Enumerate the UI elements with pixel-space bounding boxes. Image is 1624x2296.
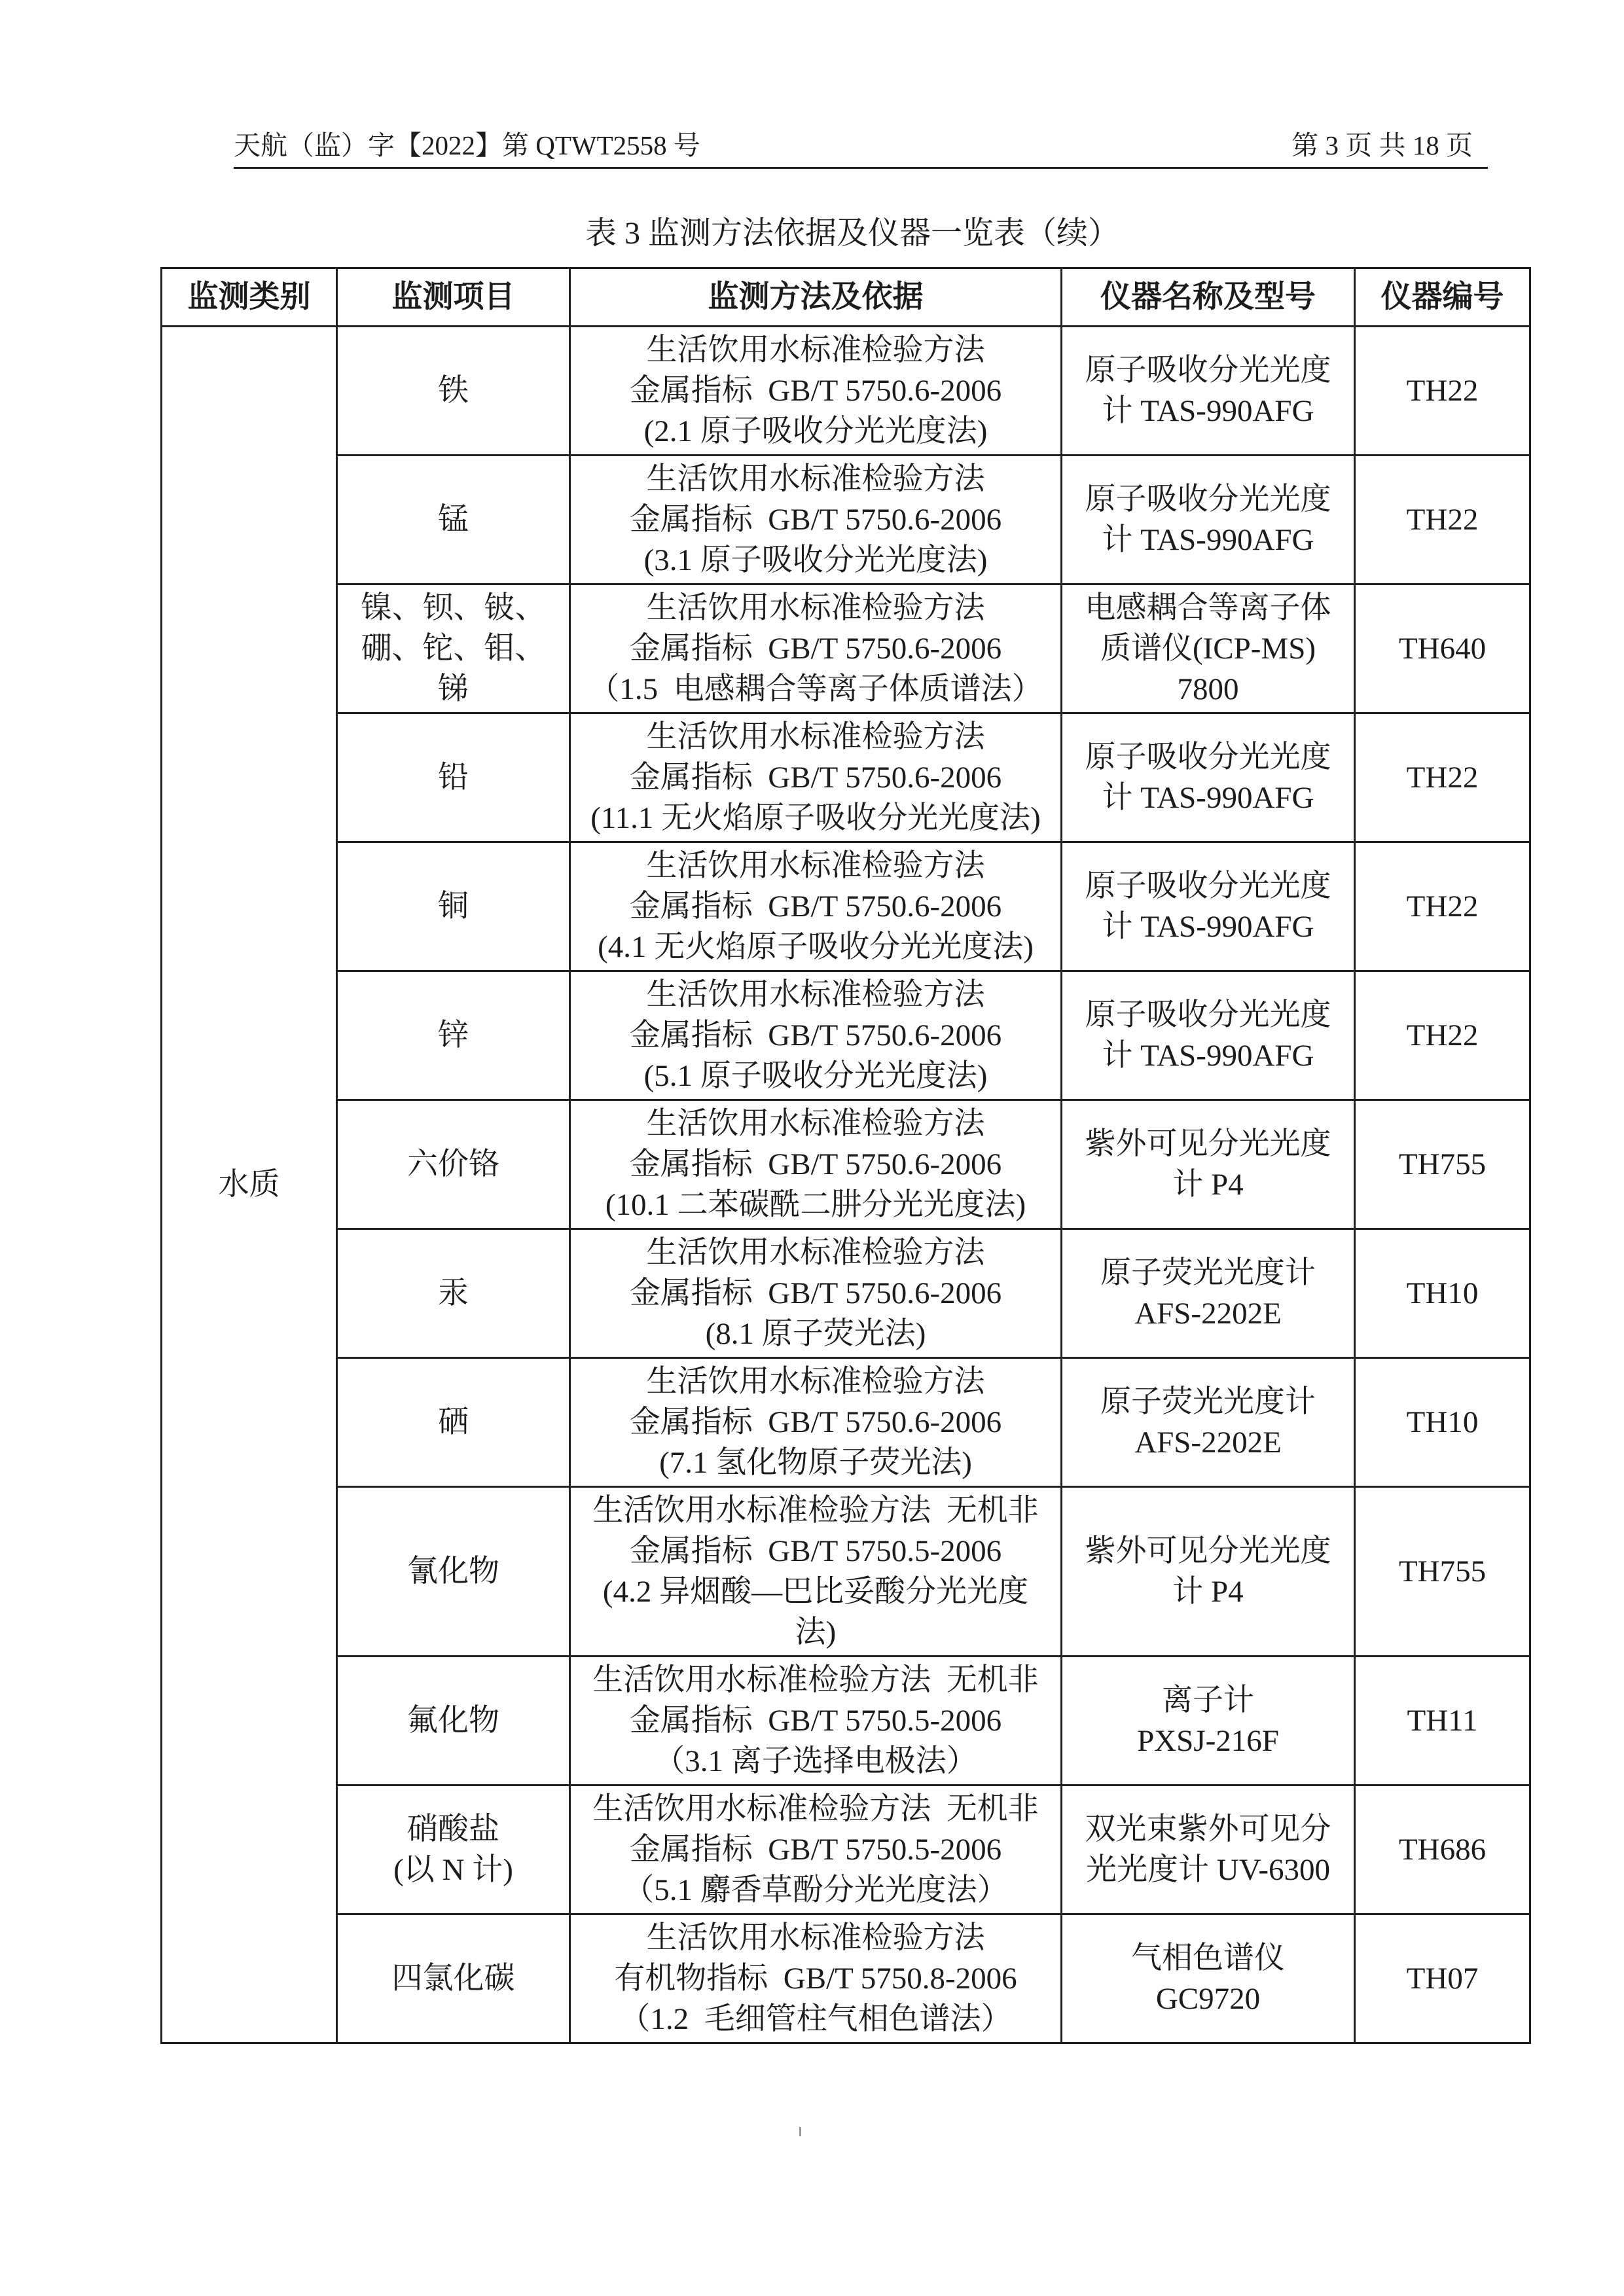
method-cell-line: （3.1 离子选择电极法） [654,1744,977,1778]
method-cell-line: 生活饮用水标准检验方法 [646,849,985,883]
method-cell-line: (4.2 异烟酸—巴比妥酸分光光度 [602,1575,1029,1609]
table-row [162,327,1530,456]
method-cell [570,1914,1062,2043]
instrument-cell-line: 原子吸收分光光度 [1085,482,1331,516]
method-cell-line: (8.1 原子荧光法) [705,1317,926,1351]
instrument-cell [1062,842,1355,971]
item-cell [337,1229,570,1358]
item-cell-line: 铜 [438,889,469,924]
table-row [162,842,1530,971]
instrument-cell-line: 原子荧光光度计 [1100,1256,1316,1290]
header-rule [234,167,1488,169]
instrument-cell [1062,584,1355,713]
method-cell-line: 金属指标 GB/T 5750.6-2006 [629,1276,1002,1310]
item-cell [337,1785,570,1914]
method-cell [570,1100,1062,1229]
method-cell-line: 金属指标 GB/T 5750.5-2006 [629,1704,1002,1738]
method-cell-line: 金属指标 GB/T 5750.6-2006 [629,374,1002,408]
instrument-cell-line: 计 P4 [1172,1168,1244,1202]
page-indicator: 第 3 页 共 18 页 [1291,130,1473,160]
item-cell-line: 硼、铊、钼、 [361,632,546,666]
item-cell [337,456,570,584]
column-header-item: 监测项目 [337,268,570,327]
table-header-row [162,268,1530,327]
instrument-cell [1062,1785,1355,1914]
method-cell-line: (2.1 原子吸收分光光度法) [643,414,988,448]
item-cell-line: 锰 [438,503,469,537]
table-row [162,1487,1530,1657]
instrument-cell-line: 双光束紫外可见分 [1085,1812,1331,1846]
method-cell [570,456,1062,584]
column-header-instrument-no: 仪器编号 [1355,268,1530,327]
method-cell-line: 法) [795,1615,837,1649]
method-cell-line: 生活饮用水标准检验方法 [646,978,985,1012]
monitoring-methods-table [160,267,1531,2044]
instrument-cell-line: 电感耦合等离子体 [1085,591,1331,625]
method-cell-line: (11.1 无火焰原子吸收分光光度法) [590,801,1041,835]
method-cell-line: 生活饮用水标准检验方法 [646,1236,985,1270]
item-cell-line: 锌 [438,1018,469,1052]
method-cell-line: 金属指标 GB/T 5750.6-2006 [629,889,1002,924]
method-cell-line: (4.1 无火焰原子吸收分光光度法) [598,930,1034,964]
instrument-cell-line: PXSJ-216F [1137,1724,1279,1758]
column-header-method: 监测方法及依据 [570,268,1062,327]
instrument-cell-line: 气相色谱仪 [1131,1941,1285,1975]
instrument-cell-line: 紫外可见分光光度 [1085,1127,1331,1161]
document-number: 天航（监）字【2022】第 QTWT2558 号 [234,130,700,160]
method-cell [570,584,1062,713]
instrument-no-cell: TH07 [1355,1914,1530,2043]
instrument-cell-line: 原子吸收分光光度 [1085,353,1331,387]
item-cell-line: 硒 [438,1405,469,1439]
item-cell-line: 氟化物 [407,1704,499,1738]
instrument-no-cell: TH22 [1355,971,1530,1100]
instrument-cell [1062,1100,1355,1229]
item-cell [337,1657,570,1785]
instrument-cell-line: 计 TAS-990AFG [1102,910,1314,944]
instrument-cell [1062,1657,1355,1785]
method-cell-line: 金属指标 GB/T 5750.6-2006 [629,1147,1002,1181]
instrument-cell [1062,1487,1355,1657]
method-cell-line: （5.1 麝香草酚分光光度法） [623,1873,1008,1907]
instrument-cell [1062,1229,1355,1358]
instrument-no-cell: TH755 [1355,1487,1530,1657]
method-cell-line: 生活饮用水标准检验方法 [646,1921,985,1955]
item-cell-line: 硝酸盐 [407,1812,499,1846]
item-cell [337,1914,570,2043]
method-cell-line: 有机物指标 GB/T 5750.8-2006 [614,1962,1017,1996]
instrument-no-cell: TH755 [1355,1100,1530,1229]
item-cell [337,1487,570,1657]
method-cell-line: 金属指标 GB/T 5750.6-2006 [629,761,1002,795]
method-cell-line: 生活饮用水标准检验方法 [646,333,985,367]
item-cell [337,971,570,1100]
method-cell [570,327,1062,456]
method-cell-line: 金属指标 GB/T 5750.6-2006 [629,503,1002,537]
instrument-cell-line: 计 TAS-990AFG [1102,523,1314,557]
table-row [162,1785,1530,1914]
table-row [162,1100,1530,1229]
method-cell-line: 金属指标 GB/T 5750.6-2006 [629,632,1002,666]
method-cell [570,713,1062,842]
instrument-no-cell: TH22 [1355,842,1530,971]
table-row [162,1657,1530,1785]
table-row [162,971,1530,1100]
item-cell-line: 铁 [438,374,469,408]
instrument-cell [1062,1914,1355,2043]
method-cell-line: (10.1 二苯碳酰二肼分光光度法) [605,1188,1026,1222]
instrument-cell [1062,327,1355,456]
column-header-instrument: 仪器名称及型号 [1062,268,1355,327]
instrument-cell-line: 计 TAS-990AFG [1102,394,1314,428]
item-cell-line: 汞 [438,1276,469,1310]
method-cell-line: 生活饮用水标准检验方法 无机非 [592,1663,1039,1697]
instrument-cell-line: 计 P4 [1172,1575,1244,1609]
item-cell-line: 四氯化碳 [391,1962,515,1996]
method-cell-line: (3.1 原子吸收分光光度法) [643,543,988,577]
instrument-no-cell: TH22 [1355,456,1530,584]
method-cell-line: (5.1 原子吸收分光光度法) [643,1059,988,1093]
instrument-no-cell: TH10 [1355,1229,1530,1358]
item-cell [337,584,570,713]
item-cell [337,1100,570,1229]
column-header-category: 监测类别 [162,268,337,327]
table-body [162,327,1530,2043]
method-cell-line: 生活饮用水标准检验方法 无机非 [592,1494,1039,1528]
instrument-cell-line: 计 TAS-990AFG [1102,781,1314,815]
instrument-cell-line: AFS-2202E [1134,1297,1282,1331]
method-cell-line: 金属指标 GB/T 5750.6-2006 [629,1018,1002,1052]
item-cell-line: 六价铬 [407,1147,499,1181]
method-cell-line: 生活饮用水标准检验方法 [646,1365,985,1399]
item-cell-line: 镍、钡、铍、 [361,591,546,625]
method-cell-line: 金属指标 GB/T 5750.5-2006 [629,1534,1002,1568]
instrument-cell-line: 7800 [1177,672,1239,706]
instrument-cell-line: AFS-2202E [1134,1426,1282,1460]
instrument-cell-line: 光光度计 UV-6300 [1086,1853,1330,1887]
instrument-no-cell: TH686 [1355,1785,1530,1914]
table-row [162,713,1530,842]
instrument-cell [1062,1358,1355,1487]
item-cell-line: 锑 [438,672,469,706]
table-title: 表 3 监测方法依据及仪器一览表（续） [585,216,1119,251]
instrument-cell-line: 离子计 [1162,1683,1254,1717]
item-cell [337,842,570,971]
instrument-no-cell: TH11 [1355,1657,1530,1785]
method-cell [570,1358,1062,1487]
item-cell-line: 铅 [438,761,469,795]
method-cell-line: (7.1 氢化物原子荧光法) [659,1446,972,1480]
method-cell-line: 生活饮用水标准检验方法 [646,591,985,625]
method-cell [570,842,1062,971]
instrument-cell [1062,971,1355,1100]
method-cell [570,1785,1062,1914]
scan-mark [799,2127,801,2136]
instrument-cell-line: 紫外可见分光光度 [1085,1534,1331,1568]
method-cell-line: 生活饮用水标准检验方法 [646,462,985,496]
table-row [162,1914,1530,2043]
instrument-no-cell: TH22 [1355,327,1530,456]
instrument-no-cell: TH22 [1355,713,1530,842]
method-cell-line: 金属指标 GB/T 5750.6-2006 [629,1405,1002,1439]
instrument-cell-line: GC9720 [1155,1982,1261,2016]
instrument-cell-line: 原子吸收分光光度 [1085,998,1331,1032]
instrument-cell-line: 质谱仪(ICP-MS) [1100,632,1316,666]
method-cell [570,971,1062,1100]
method-cell-line: 生活饮用水标准检验方法 [646,1107,985,1141]
item-cell [337,1358,570,1487]
table-row [162,1358,1530,1487]
item-cell [337,327,570,456]
instrument-cell-line: 原子吸收分光光度 [1085,740,1331,774]
method-cell-line: 生活饮用水标准检验方法 无机非 [592,1792,1039,1826]
table-row [162,1229,1530,1358]
method-cell-line: （1.2 毛细管柱气相色谱法） [619,2002,1012,2036]
method-cell [570,1487,1062,1657]
method-cell [570,1657,1062,1785]
instrument-no-cell: TH640 [1355,584,1530,713]
method-cell [570,1229,1062,1358]
instrument-cell-line: 原子吸收分光光度 [1085,869,1331,903]
table-row [162,584,1530,713]
method-cell-line: 生活饮用水标准检验方法 [646,720,985,754]
instrument-cell [1062,713,1355,842]
method-cell-line: （1.5 电感耦合等离子体质谱法） [588,672,1043,706]
item-cell-line: 氰化物 [407,1554,499,1588]
category-cell: 水质 [162,327,337,2043]
instrument-cell-line: 计 TAS-990AFG [1102,1039,1314,1073]
method-cell-line: 金属指标 GB/T 5750.5-2006 [629,1833,1002,1867]
instrument-no-cell: TH10 [1355,1358,1530,1487]
instrument-cell [1062,456,1355,584]
item-cell [337,713,570,842]
table-row [162,456,1530,584]
instrument-cell-line: 原子荧光光度计 [1100,1385,1316,1419]
item-cell-line: (以 N 计) [393,1853,513,1887]
